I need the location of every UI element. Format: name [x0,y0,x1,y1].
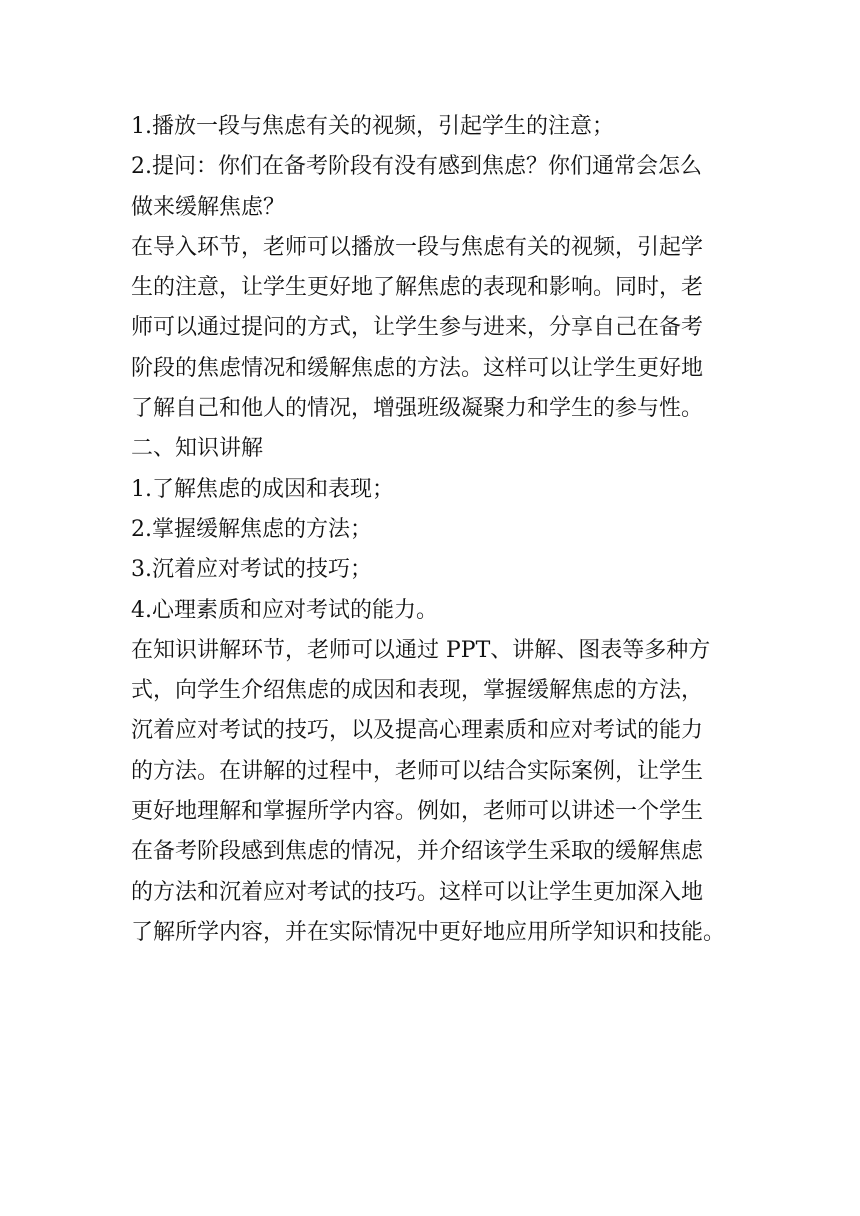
list-item: 2.掌握缓解焦虑的方法； [131,516,372,542]
list-item: 1.了解焦虑的成因和表现； [131,476,394,502]
intro-paragraph-line: 生的注意，让学生更好地了解焦虑的表现和影响。同时，老 [131,275,704,301]
explanation-paragraph-line: 沉着应对考试的技巧，以及提高心理素质和应对考试的能力 [131,718,704,744]
explanation-paragraph-line: 在备考阶段感到焦虑的情况，并介绍该学生采取的缓解焦虑 [131,839,704,865]
explanation-paragraph-line: 的方法和沉着应对考试的技巧。这样可以让学生更加深入地 [131,879,704,905]
intro-paragraph-line: 了解自己和他人的情况，增强班级凝聚力和学生的参与性。 [131,396,704,422]
list-item: 3.沉着应对考试的技巧； [131,557,372,583]
explanation-paragraph-line: 更好地理解和掌握所学内容。例如，老师可以讲述一个学生 [131,799,704,825]
explanation-paragraph-line: 在知识讲解环节，老师可以通过 PPT、讲解、图表等多种方 [131,637,711,663]
document-body [131,107,751,953]
intro-paragraph-line: 在导入环节，老师可以播放一段与焦虑有关的视频，引起学 [131,234,704,260]
section-heading: 二、知识讲解 [131,436,264,462]
explanation-paragraph-line: 了解所学内容，并在实际情况中更好地应用所学知识和技能。 [131,919,726,945]
intro-paragraph-line: 阶段的焦虑情况和缓解焦虑的方法。这样可以让学生更好地 [131,355,704,381]
explanation-paragraph-line: 的方法。在讲解的过程中，老师可以结合实际案例，让学生 [131,758,704,784]
intro-paragraph-line: 师可以通过提问的方式，让学生参与进来，分享自己在备考 [131,315,704,341]
list-item-play-video: 1.播放一段与焦虑有关的视频，引起学生的注意； [131,114,614,139]
list-item-question-continued: 做来缓解焦虑？ [131,194,286,220]
explanation-paragraph-line: 式，向学生介绍焦虑的成因和表现，掌握缓解焦虑的方法， [131,678,704,704]
list-item-question: 2.提问：你们在备考阶段有没有感到焦虑？你们通常会怎么 [131,154,702,180]
list-item: 4.心理素质和应对考试的能力。 [131,597,438,623]
